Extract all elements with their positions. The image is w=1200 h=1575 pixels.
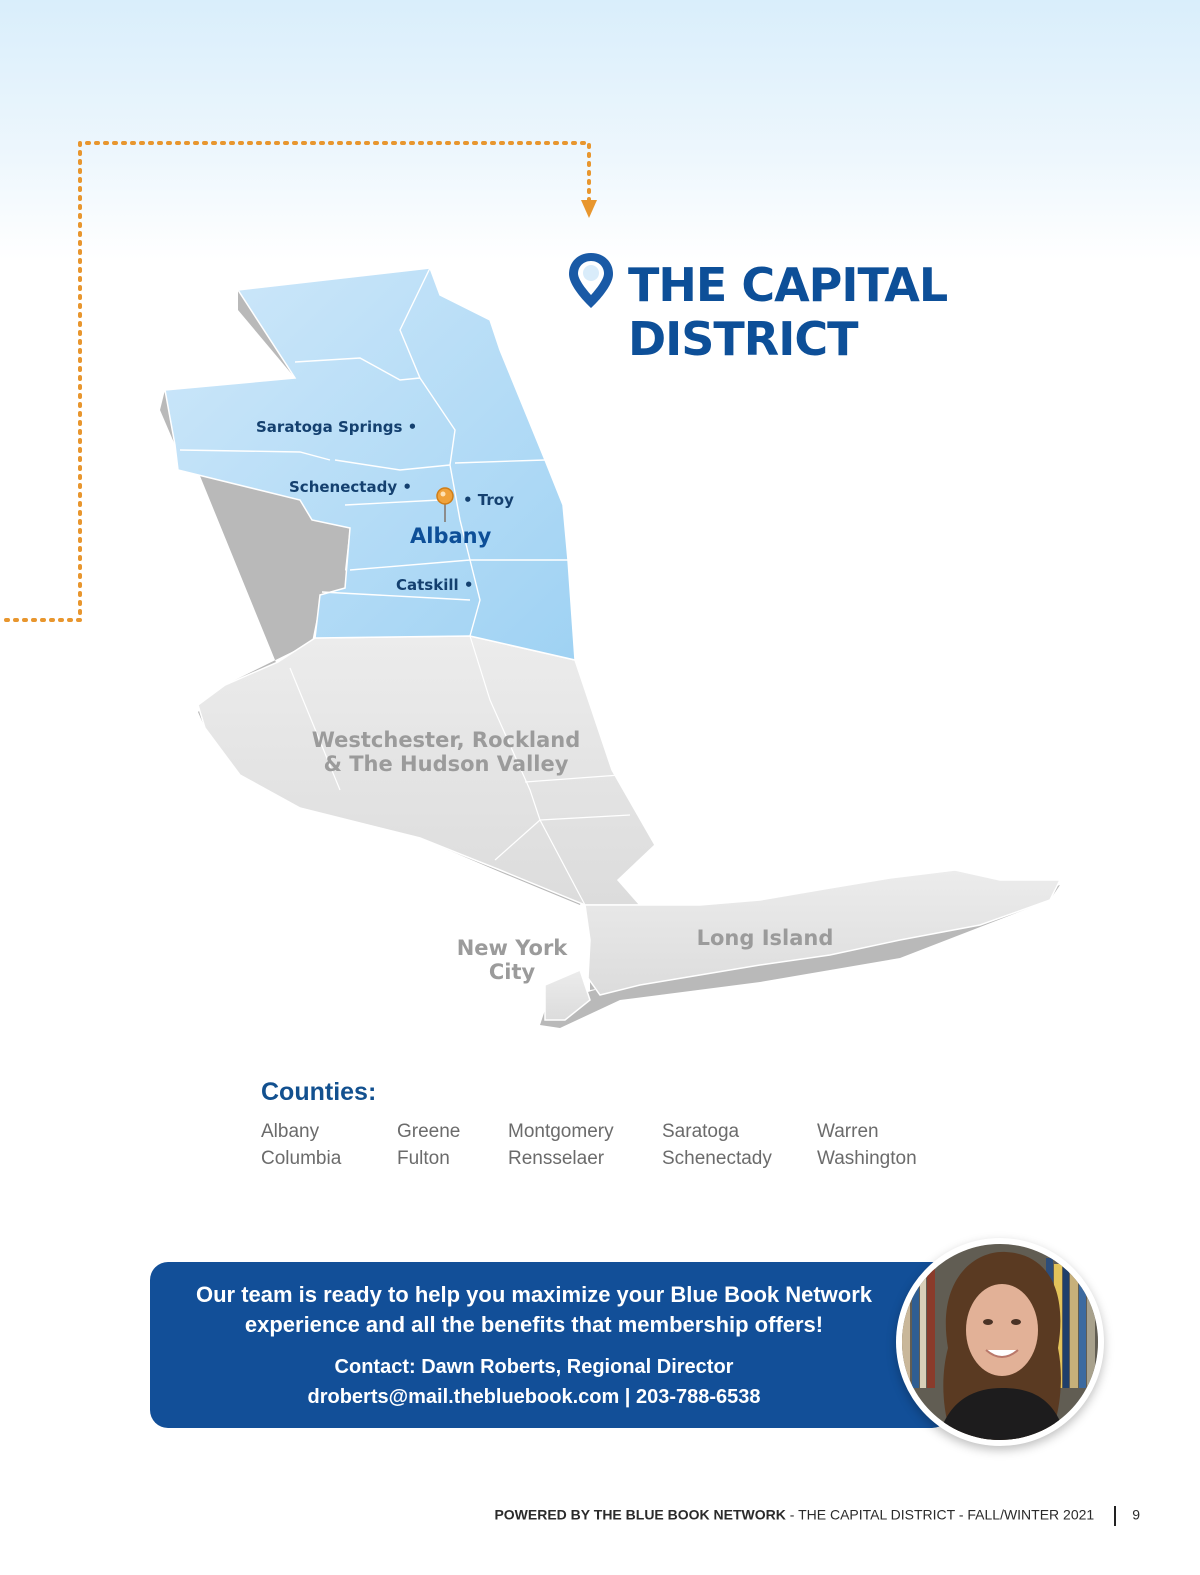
page-footer (0, 1506, 1140, 1526)
contact-banner (150, 1262, 950, 1428)
footer-powered-by: POWERED BY THE BLUE BOOK NETWORK (494, 1506, 786, 1523)
banner-contact (150, 1352, 918, 1412)
city-label-catskill: Catskill • (396, 576, 474, 594)
region-label-nyc (442, 936, 582, 984)
county-name: Schenectady (662, 1148, 772, 1169)
county-column-4 (662, 1118, 772, 1172)
region-label-long-island: Long Island (696, 926, 834, 950)
capital-district-region (165, 268, 575, 660)
banner-message (150, 1280, 918, 1340)
city-label-saratoga-springs: Saratoga Springs • (256, 418, 418, 436)
arrow-down-icon (581, 200, 597, 218)
footer-edition: - THE CAPITAL DISTRICT - FALL/WINTER 2021 (785, 1506, 1095, 1523)
region-label-hudson-valley (296, 728, 596, 776)
contact-email-phone[interactable]: droberts@mail.thebluebook.com | 203-788-6538 (307, 1386, 761, 1408)
banner-message-line-2: experience and all the benefits that membership offers! (244, 1312, 824, 1337)
region-label-hudson-line-2: & The Hudson Valley (323, 752, 569, 776)
county-column-1 (261, 1118, 341, 1172)
contact-name-line: Contact: Dawn Roberts, Regional Director (334, 1356, 734, 1378)
title-line-2: DISTRICT (628, 312, 858, 366)
county-column-3 (508, 1118, 614, 1172)
county-name: Albany (261, 1121, 320, 1142)
city-label-troy: • Troy (463, 491, 514, 509)
county-name: Greene (397, 1121, 461, 1142)
avatar (896, 1238, 1104, 1446)
region-label-nyc-line-1: New York (456, 936, 568, 960)
footer-divider (1114, 1506, 1116, 1526)
county-name: Saratoga (662, 1121, 740, 1142)
counties-heading: Counties: (261, 1078, 377, 1106)
county-name: Warren (817, 1121, 879, 1142)
face (966, 1284, 1038, 1376)
page-number: 9 (1132, 1506, 1140, 1523)
county-name: Fulton (397, 1148, 450, 1169)
banner-message-line-1: Our team is ready to help you maximize your Blue Book Network (195, 1282, 873, 1307)
county-column-2 (397, 1118, 460, 1172)
county-column-5 (817, 1118, 917, 1172)
county-name: Washington (817, 1148, 917, 1169)
county-name: Rensselaer (508, 1148, 605, 1169)
portrait-photo (896, 1238, 1104, 1446)
county-name: Montgomery (508, 1121, 614, 1142)
region-label-nyc-line-2: City (488, 960, 536, 984)
city-label-albany: Albany (410, 524, 492, 548)
region-label-hudson-line-1: Westchester, Rockland (311, 728, 581, 752)
title-line-1: THE CAPITAL (628, 258, 948, 312)
county-name: Columbia (261, 1148, 342, 1169)
city-label-schenectady: Schenectady • (289, 478, 412, 496)
region-map (150, 260, 1070, 1040)
